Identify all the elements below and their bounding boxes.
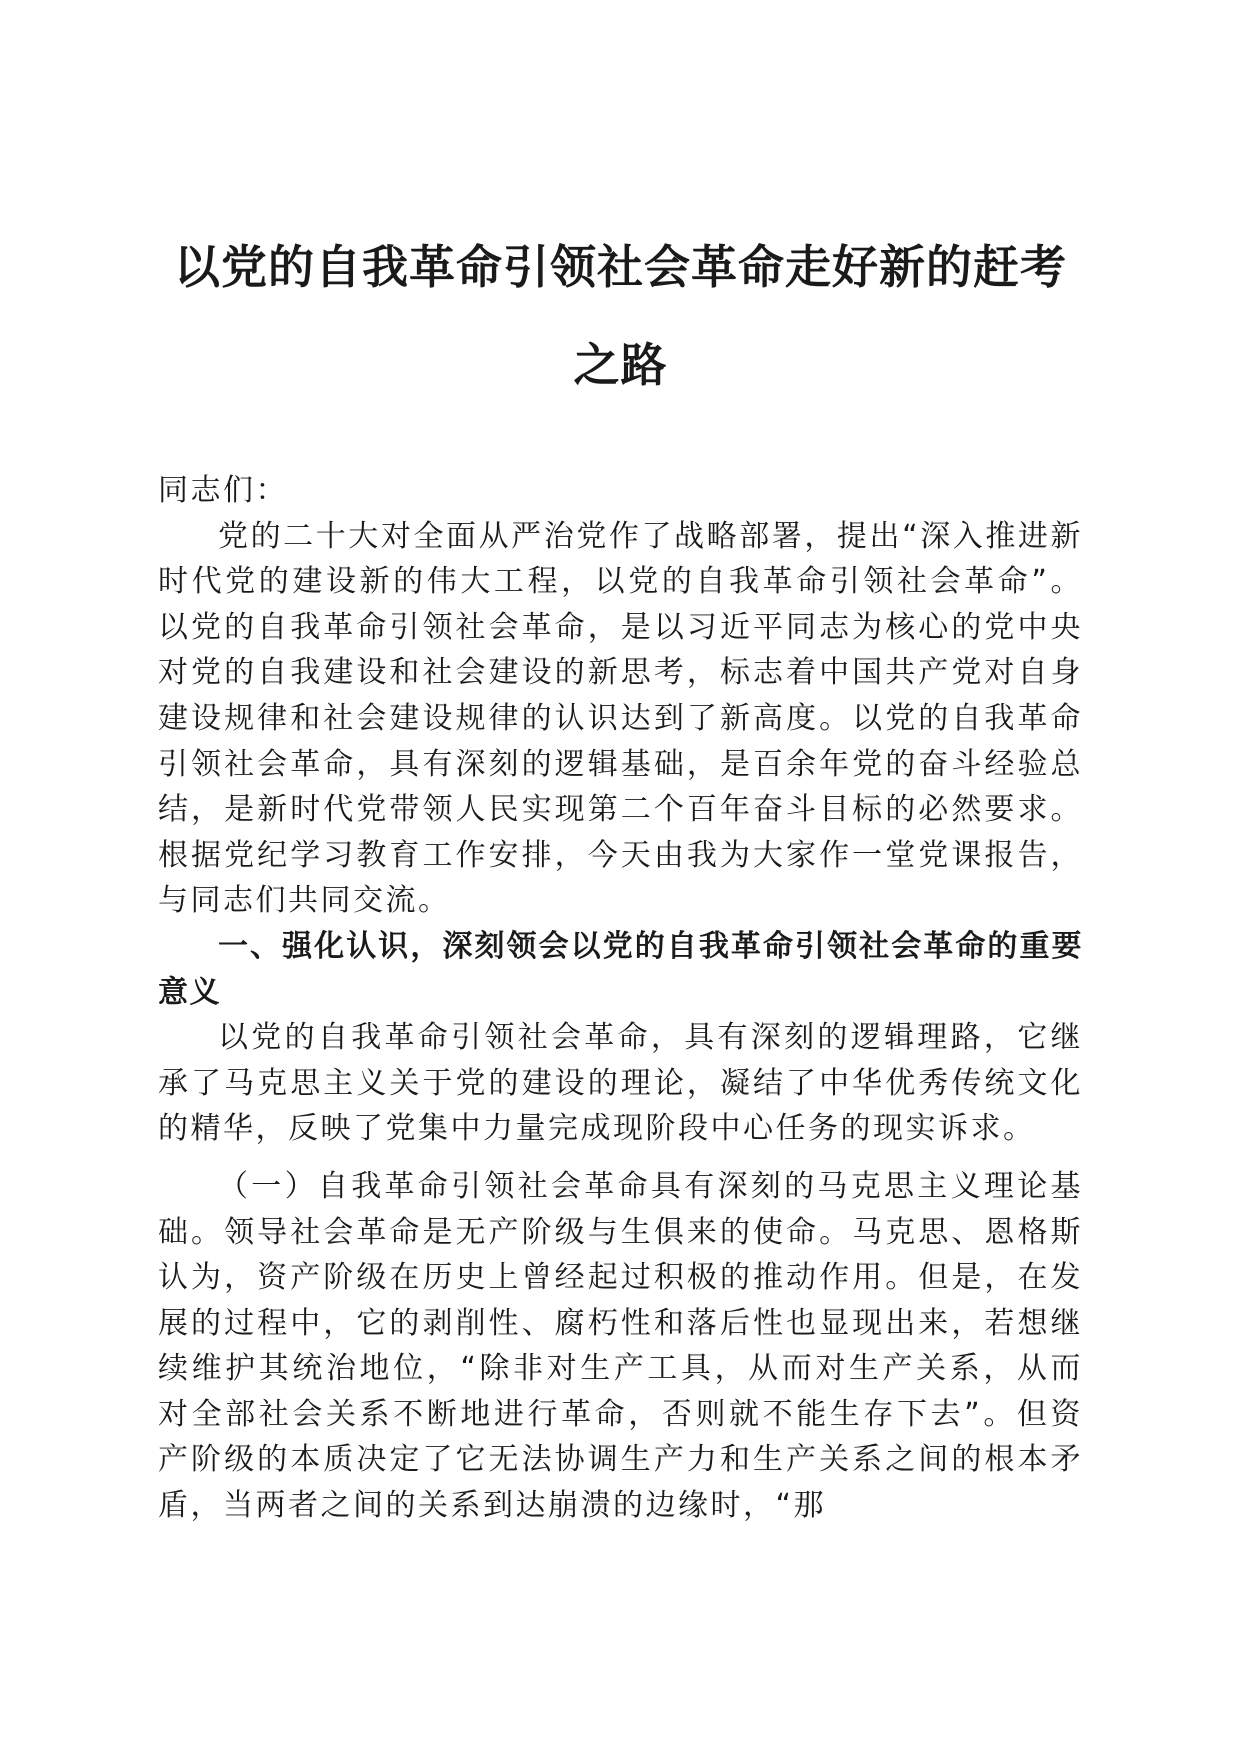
- document-page: [158, 0, 1083, 1754]
- section-heading: 一、强化认识，深刻领会以党的自我革命引领社会革命的重要意义: [158, 928, 1083, 1010]
- subsection-paragraph: （一）自我革命引领社会革命具有深刻的马克思主义理论基础。领导社会革命是无产阶级与生俱来的使命。马克思、恩格斯认为，资产阶级在历史上曾经起过积极的推动作用。但是，在发展的过程中，它的剥削性、腐朽性和落后性也显现出来，若想继续维护其统治地位，“除非对生产工具，从而对生产关系，从而对全部社会关系不断地进行革命，否则就不能生存下去”。但资产阶级的本质决定了它无法协调生产力和生产关系之间的根本矛盾，当两者之间的关系到达崩溃的边缘时，“那: [158, 1168, 1083, 1524]
- document-title: 以党的自我革命引领社会革命走好新的赶考之路: [174, 240, 1067, 392]
- section-intro-paragraph: 以党的自我革命引领社会革命，具有深刻的逻辑理路，它继承了马克思主义关于党的建设的理论，凝结了中华优秀传统文化的精华，反映了党集中力量完成现阶段中心任务的现实诉求。: [158, 1020, 1083, 1147]
- intro-paragraph: 党的二十大对全面从严治党作了战略部署，提出“深入推进新时代党的建设新的伟大工程，以党的自我革命引领社会革命”。以党的自我革命引领社会革命，是以习近平同志为核心的党中央对党的自我建设和社会建设的新思考，标志着中国共产党对自身建设规律和社会建设规律的认识达到了新高度。以党的自我革命引领社会革命，具有深刻的逻辑基础，是百余年党的奋斗经验总结，是新时代党带领人民实现第二个百年奋斗目标的必然要求。根据党纪学习教育工作安排，今天由我为大家作一堂党课报告，与同志们共同交流。: [158, 518, 1083, 919]
- salutation: 同志们：: [158, 473, 288, 508]
- document-body: [158, 468, 1083, 1529]
